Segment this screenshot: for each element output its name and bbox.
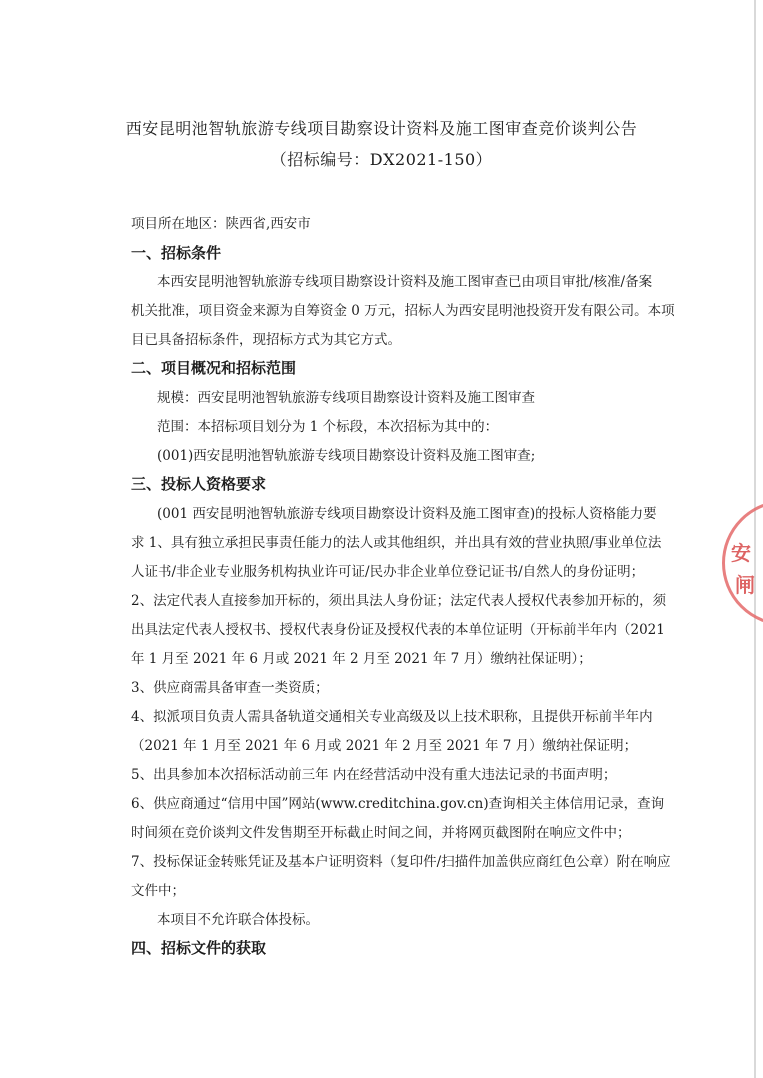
section-3-line: 人证书/非企业专业服务机构执业许可证/民办非企业单位登记证书/自然人的身份证明； [131,564,645,580]
section-3-line: 出具法定代表人授权书、授权代表身份证及授权代表的本单位证明（开标前半年内（2021 [131,622,665,638]
section-3-line: 文件中； [131,883,185,899]
section-2-heading: 二、项目概况和招标范围 [131,359,297,377]
document-subtitle: （招标编号：DX2021-150） [270,150,493,169]
section-3-line: 求 1、具有独立承担民事责任能力的法人或其他组织，并出具有效的营业执照/事业单位法 [131,535,662,551]
document-title: 西安昆明池智轨旅游专线项目勘察设计资料及施工图审查竞价谈判公告 [125,119,638,138]
section-3-line: 6、供应商通过“信用中国”网站(www.creditchina.gov.cn)查询相关主体信用记录，查询 [131,796,665,812]
section-3-line: 5、出具参加本次招标活动前三年 内在经营活动中没有重大违法记录的书面声明； [131,767,617,783]
section-3-line: 年 1 月至 2021 年 6 月或 2021 年 2 月至 2021 年 7 月）缴纳社保证明）； [131,651,592,667]
section-1-line: 本西安昆明池智轨旅游专线项目勘察设计资料及施工图审查已由项目审批/核准/备案 [157,274,653,290]
section-2-line: 规模：西安昆明池智轨旅游专线项目勘察设计资料及施工图审查 [157,390,535,406]
section-3-line: 3、供应商需具备审查一类资质； [131,680,329,696]
section-3-heading: 三、投标人资格要求 [131,475,267,493]
red-seal-stamp [722,500,763,626]
section-4-heading: 四、招标文件的获取 [131,939,267,957]
section-1-heading: 一、招标条件 [131,244,222,262]
section-1-line: 机关批准，项目资金来源为自筹资金 0 万元，招标人为西安昆明池投资开发有限公司。本项 [131,303,675,319]
section-3-line: （2021 年 1 月至 2021 年 6 月或 2021 年 2 月至 2021 年 7 月）缴纳社保证明； [131,738,638,754]
section-3-line: 4、拟派项目负责人需具备轨道交通相关专业高级及以上技术职称，且提供开标前半年内 [131,709,653,725]
section-3-line: 2、法定代表人直接参加开标的，须出具法人身份证；法定代表人授权代表参加开标的，须 [131,593,667,609]
section-2-line: (001)西安昆明池智轨旅游专线项目勘察设计资料及施工图审查; [157,448,536,464]
region-line: 项目所在地区：陕西省,西安市 [131,216,311,232]
section-1-line: 目已具备招标条件，现招标方式为其它方式。 [131,332,401,348]
section-3-line: 7、投标保证金转账凭证及基本户证明资料（复印件/扫描件加盖供应商红色公章）附在响应 [131,854,671,870]
section-3-line: 本项目不允许联合体投标。 [157,912,319,928]
stamp-char: 安 [731,541,751,565]
section-3-line: 时间须在竞价谈判文件发售期至开标截止时间之间，并将网页截图附在响应文件中； [131,825,631,841]
section-2-line: 范围：本招标项目划分为 1 个标段，本次招标为其中的： [157,419,499,435]
stamp-char: 闸 [735,573,755,597]
section-3-line: (001 西安昆明池智轨旅游专线项目勘察设计资料及施工图审查)的投标人资格能力要 [157,506,657,522]
